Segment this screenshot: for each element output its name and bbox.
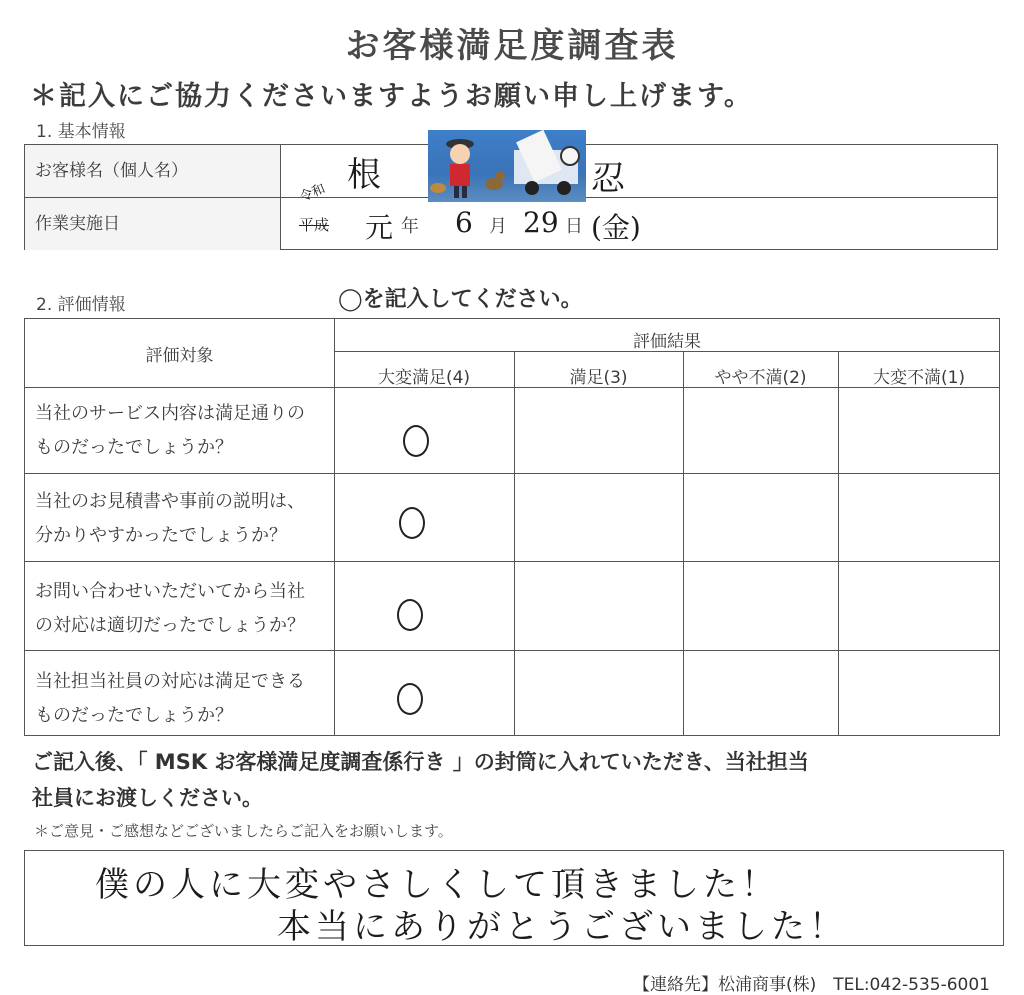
mascot-truck-stamp-icon bbox=[428, 130, 586, 202]
satisfaction-circle-mark[interactable] bbox=[399, 507, 425, 539]
return-instructions bbox=[32, 744, 1002, 816]
column-header: やや不満(2) bbox=[714, 368, 807, 388]
comment-line: 本当にありがとうございました！ bbox=[277, 907, 847, 947]
day-value[interactable]: 29 bbox=[523, 206, 559, 239]
return-instructions-line: ご記入後、「 MSK お客様満足度調査係行き 」の封筒に入れていただき、当社担当 bbox=[32, 750, 809, 774]
evaluation-instruction: ◯を記入してください。 bbox=[338, 287, 583, 312]
footer-contact: 【連絡先】松浦商事(株) TEL:042-535-6001 bbox=[632, 975, 990, 995]
question-line: 当社のサービス内容は満足通りの bbox=[35, 403, 305, 424]
comment-prompt: ＊ご意見・ご感想などございましたらご記入をお願いします。 bbox=[34, 822, 453, 840]
day-unit: 日 bbox=[565, 216, 583, 237]
satisfaction-circle-mark[interactable] bbox=[397, 599, 423, 631]
evaluation-section-label: 2. 評価情報 bbox=[36, 295, 126, 315]
target-header: 評価対象 bbox=[145, 346, 214, 366]
satisfaction-circle-mark[interactable] bbox=[403, 425, 429, 457]
column-header: 満足(3) bbox=[569, 368, 628, 388]
comment-box[interactable] bbox=[24, 850, 1004, 946]
month-unit: 月 bbox=[489, 216, 507, 237]
basic-info-section-label: 1. 基本情報 bbox=[36, 122, 126, 142]
name-value[interactable]: 根 bbox=[347, 155, 381, 195]
question-line: ものだったでしょうか？ bbox=[35, 705, 233, 726]
question-line: の対応は適切だったでしょうか？ bbox=[35, 615, 305, 636]
return-instructions-line: 社員にお渡しください。 bbox=[32, 786, 263, 810]
evaluation-table bbox=[24, 318, 1000, 736]
name-label: お客様名（個人名） bbox=[25, 145, 281, 197]
era-struck: 平成 bbox=[299, 216, 330, 234]
year-value[interactable]: 元 bbox=[365, 211, 394, 244]
page-subtitle: ＊記入にご協力くださいますようお願い申し上げます。 bbox=[30, 81, 753, 112]
question-line: 当社担当社員の対応は満足できる bbox=[35, 671, 305, 692]
question-line: ものだったでしょうか？ bbox=[35, 437, 233, 458]
name-value-end: 忍 bbox=[591, 159, 625, 199]
era-handwritten: 令和 bbox=[297, 181, 328, 206]
question-line: お問い合わせいただいてから当社 bbox=[35, 581, 305, 602]
year-unit: 年 bbox=[401, 216, 419, 237]
result-header: 評価結果 bbox=[633, 332, 701, 352]
page-title: お客様満足度調査表 bbox=[345, 26, 679, 66]
question-line: 当社のお見積書や事前の説明は、 bbox=[35, 491, 305, 512]
satisfaction-circle-mark[interactable] bbox=[397, 683, 423, 715]
column-header: 大変満足(4) bbox=[377, 368, 471, 388]
date-row bbox=[25, 181, 997, 250]
comment-line: 僕の人に大変やさしくして頂きました！ bbox=[95, 865, 779, 905]
month-value[interactable]: 6 bbox=[455, 206, 473, 239]
column-header: 大変不満(1) bbox=[872, 368, 966, 388]
mascot-illustration-icon bbox=[428, 130, 586, 202]
weekday-value: (金) bbox=[591, 211, 641, 244]
question-line: 分かりやすかったでしょうか？ bbox=[35, 525, 287, 546]
date-label: 作業実施日 bbox=[25, 198, 281, 250]
